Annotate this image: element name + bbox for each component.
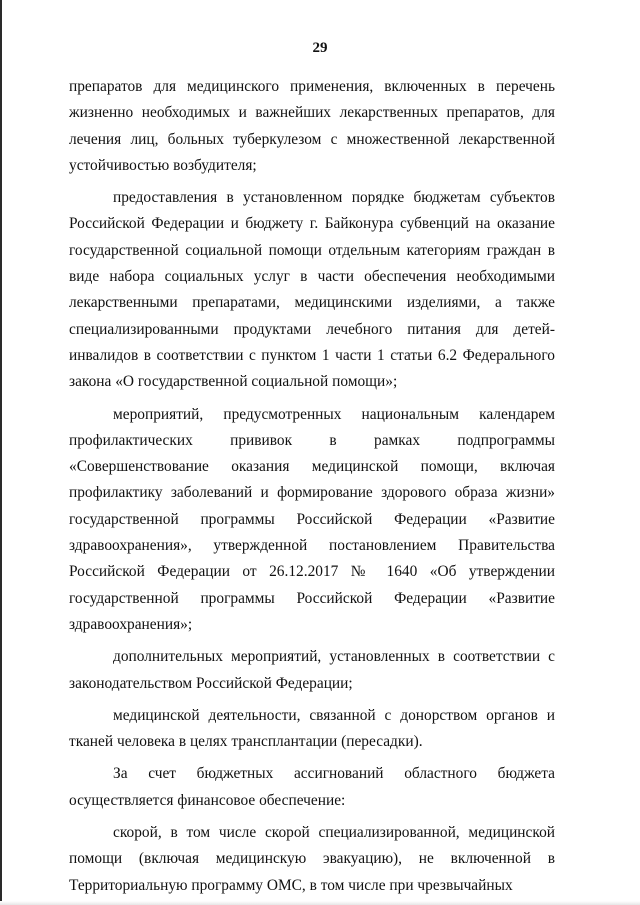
paragraph-6: За счет бюджетных ассигнований областного бюджета осуществляется финансовое обеспечение:	[69, 765, 555, 809]
scan-left-edge	[0, 0, 2, 905]
paragraph-2: предоставления в установленном порядке бюджетам субъектов Российской Федерации и бюджету г. Байконура субвенций на оказание государственной социальной помощи отдельным категориям граждан в виде набора социальных услуг в части обеспечения необходимыми лекарственными препаратами, медицинскими изделиями, а также специализированными продуктами лечебного питания для детей-инвалидов в соответствии с пунктом 1 части 1 статьи 6.2 Федерального закона «О государственной социальной помощи»;	[69, 189, 555, 391]
paragraph-5: медицинской деятельности, связанной с донорством органов и тканей человека в целях трансплантации (пересадки).	[69, 706, 555, 751]
paragraph-1: препаратов для медицинского применения, включенных в перечень жизненно необходимых и важнейших лекарственных препаратов, для лечения лиц, больных туберкулезом с множественной лекарственной устойчивостью возбудителя;	[69, 78, 555, 174]
document-body	[69, 74, 555, 899]
paragraph-4: дополнительных мероприятий, установленных в соответствии с законодательством Российской Федерации;	[69, 648, 555, 692]
paragraph-7: скорой, в том числе скорой специализированной, медицинской помощи (включая медицинскую эвакуацию), не включенной в Территориальную программу ОМС, в том числе при чрезвычайных	[69, 824, 555, 894]
paragraph-3: мероприятий, предусмотренных национальным календарем профилактических прививок в рамках подпрограммы «Совершенствование оказания медицинской помощи, включая профилактику заболеваний и формирование здорового образа жизни» государственной программы Российской Федерации «Развитие здравоохранения», утвержденной постановлением Правительства Российской Федерации от 26.12.2017 № 1640 «Об утверждении государственной программы Российской Федерации «Развитие здравоохранения»;	[69, 405, 555, 633]
page-number: 29	[312, 40, 328, 56]
scan-bottom-edge	[0, 901, 640, 905]
